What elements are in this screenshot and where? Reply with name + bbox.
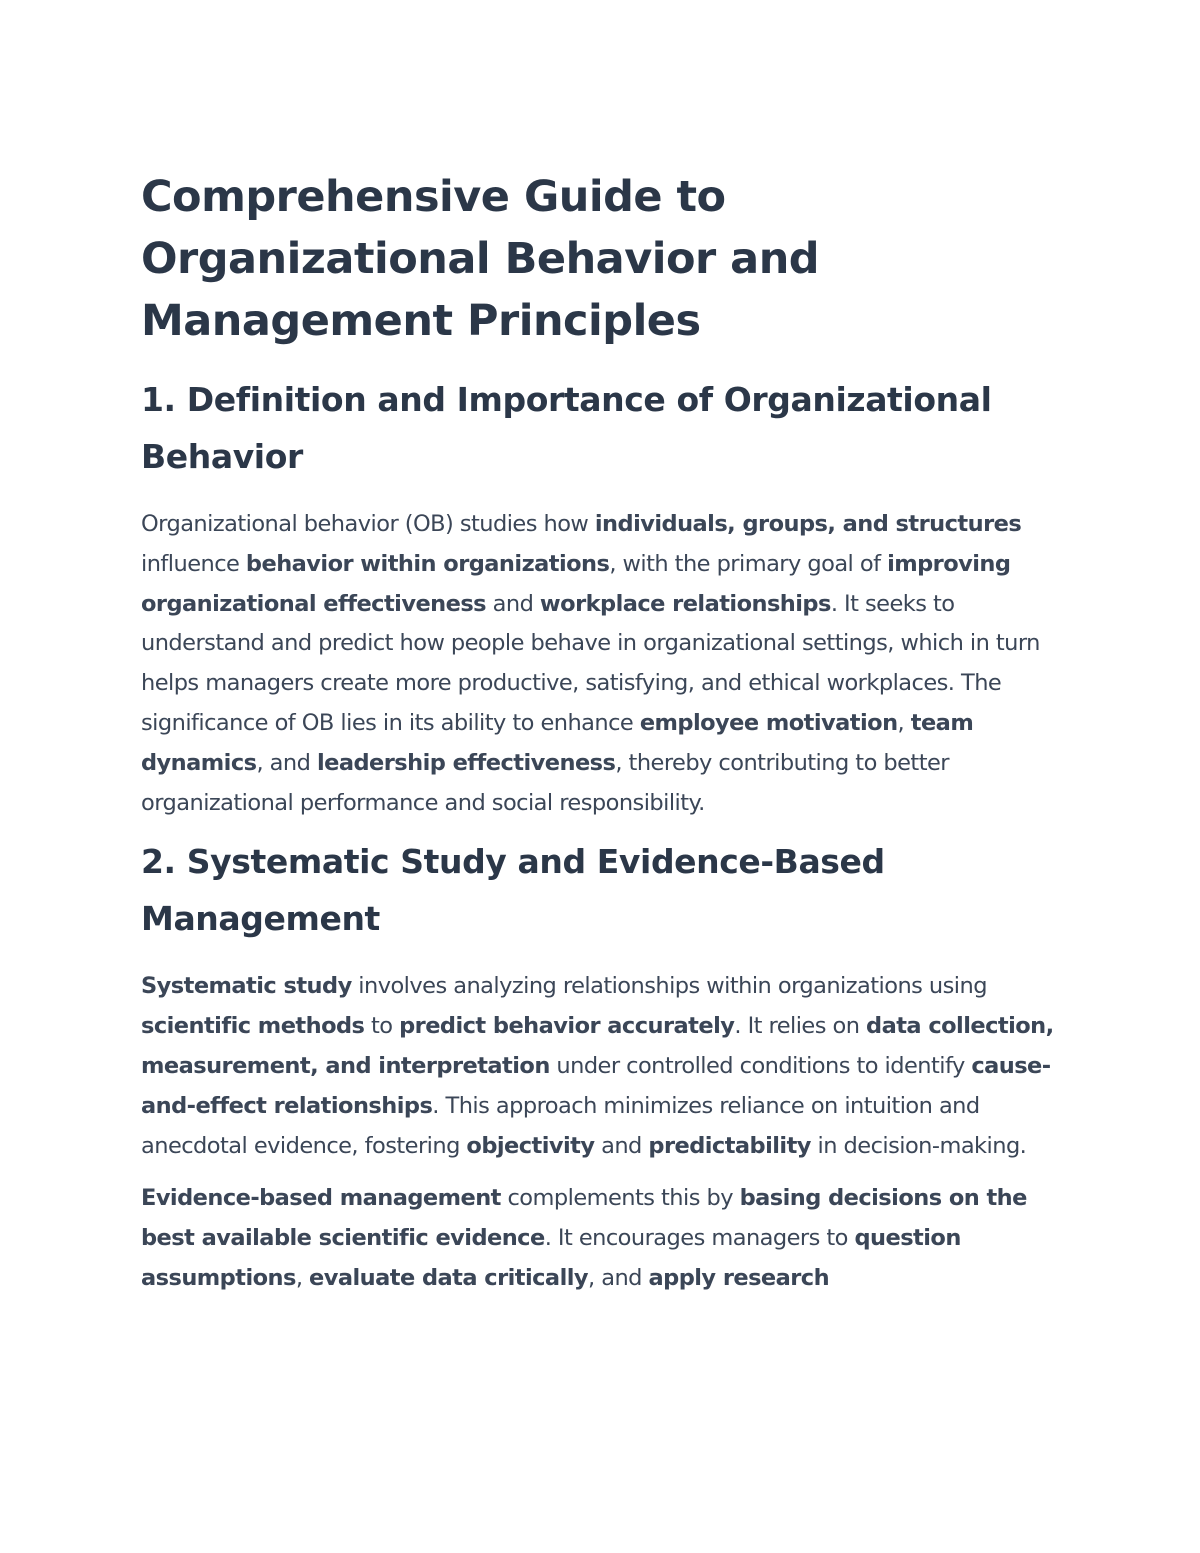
section-heading-systematic-study: 2. Systematic Study and Evidence-Based Management (141, 842, 885, 939)
paragraph-evidence-based-management: Evidence-based management complements this by basing decisions on the best available scientific evidence. It encourages managers to question assumptions, evaluate data critically, and apply research (141, 1185, 1027, 1291)
paragraph-ob-definition: Organizational behavior (OB) studies how individuals, groups, and structures influence behavior within organizations, with the primary goal of improving organizational effectiveness and workplace relationships. It seeks to understand and predict how people behave in organizational settings, which in turn helps managers create more productive, satisfying, and ethical workplaces. The significance of OB lies in its ability to enhance employee motivation, team dynamics, and leadership effectiveness, thereby contributing to better organizational performance and social responsibility. (141, 511, 1040, 816)
section-heading-definition: 1. Definition and Importance of Organizational Behavior (141, 380, 992, 476)
document-content (141, 166, 1061, 1299)
paragraph-systematic-study: Systematic study involves analyzing relationships within organizations using scientific methods to predict behavior accurately. It relies on data collection, measurement, and interpretation under controlled conditions to identify cause-and-effect relationships. This approach minimizes reliance on intuition and anecdotal evidence, fostering objectivity and predictability in decision-making. (141, 973, 1054, 1159)
document-title: Comprehensive Guide to Organizational Behavior and Management Principles (141, 172, 820, 346)
